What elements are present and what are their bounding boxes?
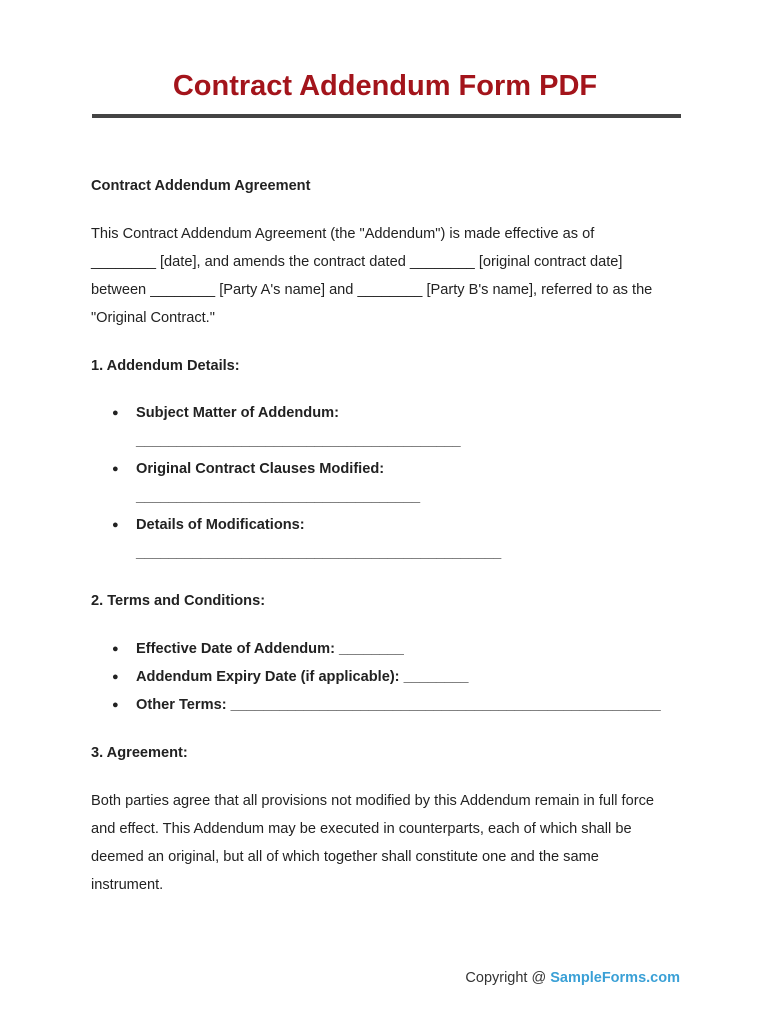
- title-divider: [92, 114, 681, 118]
- agreement-line-4: instrument.: [91, 877, 164, 893]
- agreement-line-2: and effect. This Addendum may be executed in counterparts, each of which shall be: [91, 821, 632, 837]
- brand-link[interactable]: SampleForms.com: [550, 970, 680, 986]
- intro-line-3: between ________ [Party A's name] and ________ [Party B's name], referred to as the: [91, 282, 653, 298]
- list-item: [112, 691, 661, 719]
- agreement-line-1: Both parties agree that all provisions not modified by this Addendum remain in full force: [91, 793, 654, 809]
- list-item-label: Other Terms: _____________________________________________________: [136, 697, 661, 713]
- bullet-icon: ●: [112, 463, 119, 475]
- page-title: Contract Addendum Form PDF: [172, 70, 598, 102]
- section-1-heading: 1. Addendum Details:: [91, 358, 240, 374]
- section-3-heading: 3. Agreement:: [91, 745, 188, 761]
- list-item: [112, 635, 404, 663]
- list-item-label: Addendum Expiry Date (if applicable): ________: [136, 669, 469, 685]
- blank-field: ___________________________________: [136, 489, 421, 505]
- intro-line-1: This Contract Addendum Agreement (the "Addendum") is made effective as of: [91, 226, 595, 242]
- blank-field: _____________________________________________: [136, 545, 502, 561]
- bullet-icon: ●: [112, 407, 119, 419]
- blank-field: ________________________________________: [136, 433, 461, 449]
- list-item-label: Effective Date of Addendum: ________: [136, 641, 404, 657]
- copyright-prefix: Copyright @: [465, 970, 551, 986]
- list-item-label: Subject Matter of Addendum:: [136, 405, 339, 421]
- list-item-label: Original Contract Clauses Modified:: [136, 461, 385, 477]
- bullet-icon: ●: [112, 699, 119, 711]
- list-item-label: Details of Modifications:: [136, 517, 305, 533]
- list-item: [112, 455, 384, 483]
- bullet-icon: ●: [112, 671, 119, 683]
- list-item: [112, 511, 305, 539]
- list-item: [112, 663, 469, 691]
- agreement-line-3: deemed an original, but all of which together shall constitute one and the same: [91, 849, 599, 865]
- section-2-heading: 2. Terms and Conditions:: [91, 593, 266, 609]
- bullet-icon: ●: [112, 643, 119, 655]
- agreement-heading: Contract Addendum Agreement: [91, 178, 311, 194]
- list-item: [112, 399, 339, 427]
- copyright-footer: [465, 970, 680, 986]
- intro-line-2: ________ [date], and amends the contract dated ________ [original contract date]: [91, 254, 623, 270]
- bullet-icon: ●: [112, 519, 119, 531]
- intro-line-4: "Original Contract.": [91, 310, 215, 326]
